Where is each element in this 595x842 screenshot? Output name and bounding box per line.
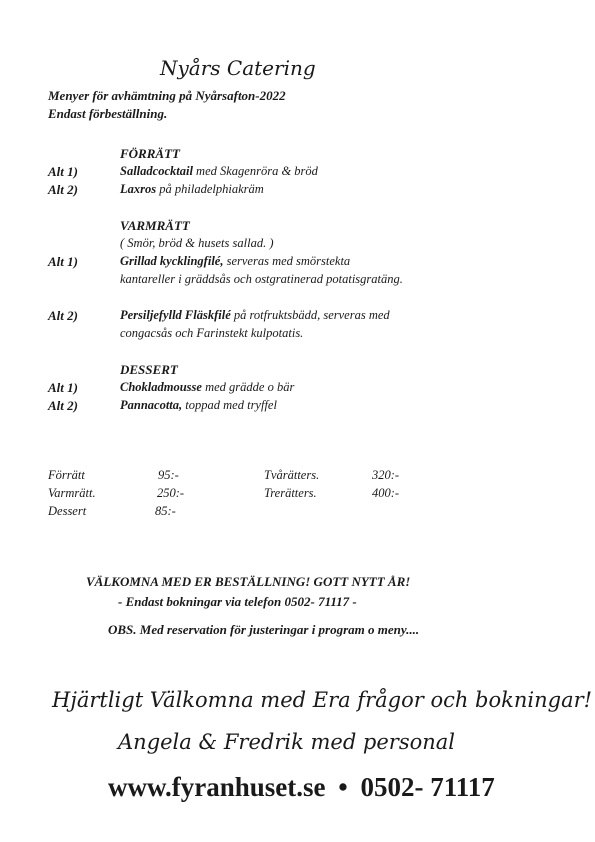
- varmratt-alt2-line2: congacsås och Farinstekt kulpotatis.: [120, 326, 304, 340]
- dish-name: Pannacotta,: [120, 398, 183, 412]
- preorder-note: Endast förbeställning.: [48, 106, 168, 121]
- price-value-dessert: 85:-: [155, 504, 176, 518]
- footer-contact: [108, 772, 495, 803]
- forratt-alt2-dish: [120, 182, 264, 197]
- dish-description: på rotfruktsbädd, serveras med: [230, 308, 390, 322]
- price-value-tvaratters: 320:-: [372, 468, 400, 482]
- price-label-tvaratters: Tvårätters.: [264, 468, 320, 482]
- footer-phone: 0502- 71117: [360, 772, 495, 802]
- dish-description: toppad med tryffel: [182, 398, 277, 412]
- varmratt-alt2-dish: [120, 308, 390, 323]
- phone-booking-note: - Endast bokningar via telefon 0502- 71117 -: [118, 594, 357, 609]
- obs-note: OBS. Med reservation för justeringar i program o meny....: [108, 622, 420, 637]
- welcome-message: VÄLKOMNA MED ER BESTÄLLNING! GOTT NYTT ÅR!: [86, 574, 411, 589]
- varmratt-alt2-label: Alt 2): [48, 308, 78, 323]
- dish-name: Laxros: [120, 182, 157, 196]
- forratt-heading: FÖRRÄTT: [120, 146, 180, 161]
- varmratt-alt1-line2: kantareller i gräddsås och ostgratinerad potatisgratäng.: [120, 272, 403, 286]
- dessert-alt1-label: Alt 1): [48, 380, 78, 395]
- varmratt-note: ( Smör, bröd & husets sallad. ): [120, 236, 274, 250]
- closing-signature: Angela & Fredrik med personal: [118, 730, 456, 754]
- varmratt-alt1-dish: [120, 254, 350, 269]
- website-link[interactable]: www.fyranhuset.se: [108, 772, 326, 802]
- dish-description: med grädde o bär: [201, 380, 295, 394]
- closing-greeting: Hjärtligt Välkomna med Era frågor och bokningar!: [52, 688, 593, 712]
- dessert-alt1-dish: [120, 380, 294, 395]
- page-title: Nyårs Catering: [160, 56, 316, 80]
- dish-description: serveras med smörstekta: [223, 254, 351, 268]
- price-value-varmratt: 250:-: [157, 486, 185, 500]
- forratt-alt1-label: Alt 1): [48, 164, 78, 179]
- dish-name: Persiljefylld Fläskfilé: [120, 308, 231, 322]
- forratt-alt2-label: Alt 2): [48, 182, 78, 197]
- price-value-treratters: 400:-: [372, 486, 400, 500]
- price-label-varmratt: Varmrätt.: [48, 486, 96, 500]
- bullet-separator: •: [338, 772, 348, 802]
- dish-name: Grillad kycklingfilé,: [120, 254, 224, 268]
- dessert-alt2-dish: [120, 398, 277, 413]
- price-label-forratt: Förrätt: [48, 468, 85, 482]
- dish-description: på philadelphiakräm: [156, 182, 264, 196]
- price-label-dessert: Dessert: [48, 504, 87, 518]
- varmratt-alt1-label: Alt 1): [48, 254, 78, 269]
- menu-intro: Menyer för avhämtning på Nyårsafton-2022: [48, 88, 286, 103]
- varmratt-heading: VARMRÄTT: [120, 218, 190, 233]
- forratt-alt1-dish: [120, 164, 318, 179]
- price-value-forratt: 95:-: [158, 468, 179, 482]
- dessert-heading: DESSERT: [120, 362, 178, 377]
- price-label-treratters: Trerätters.: [264, 486, 317, 500]
- dish-name: Chokladmousse: [120, 380, 202, 394]
- dish-description: med Skagenröra & bröd: [192, 164, 318, 178]
- dessert-alt2-label: Alt 2): [48, 398, 78, 413]
- dish-name: Salladcocktail: [120, 164, 193, 178]
